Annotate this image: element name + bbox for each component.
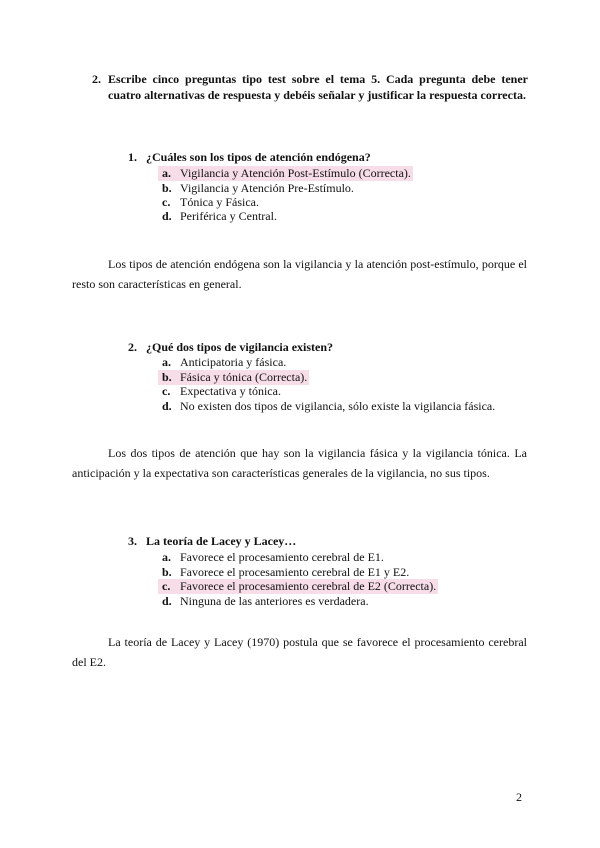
question-1-title: [128, 150, 371, 165]
question-number: 1.: [128, 150, 137, 164]
task-text: Escribe cinco preguntas tipo test sobre el tema 5. Cada pregunta debe tener cuatro alternativas de respuesta y debéis señalar y justificar la respuesta correcta.: [108, 72, 528, 102]
question-2-option-c: c. Expectativa y tónica.: [162, 384, 281, 398]
question-2-option-a: a. Anticipatoria y fásica.: [162, 355, 287, 369]
question-text: ¿Qué dos tipos de vigilancia existen?: [146, 340, 334, 354]
task-number: 2.: [92, 72, 101, 86]
question-3-explanation: La teoría de Lacey y Lacey (1970) postula que se favorece el procesamiento cerebral del E2.: [72, 635, 527, 669]
question-number: 2.: [128, 340, 137, 354]
question-3-title: [128, 534, 296, 549]
question-1-explanation: Los tipos de atención endógena son la vigilancia y la atención post-estímulo, porque el resto son características en general.: [72, 257, 527, 291]
question-2-option-b-correct: b. Fásica y tónica (Correcta).: [158, 370, 309, 385]
page-number: 2: [516, 790, 522, 804]
question-number: 3.: [128, 534, 137, 548]
question-1-option-d: d. Periférica y Central.: [162, 209, 277, 223]
task-statement: [92, 72, 528, 103]
question-3-option-b: b. Favorece el procesamiento cerebral de E1 y E2.: [162, 565, 410, 579]
question-1-option-a-correct: a. Vigilancia y Atención Post-Estímulo (Correcta).: [158, 166, 413, 181]
question-3-option-c-correct: c. Favorece el procesamiento cerebral de E2 (Correcta).: [158, 579, 438, 594]
question-3-option-d: d. Ninguna de las anteriores es verdadera.: [162, 594, 369, 608]
question-1-option-c: c. Tónica y Fásica.: [162, 195, 259, 209]
question-2-explanation: Los dos tipos de atención que hay son la vigilancia fásica y la vigilancia tónica. La anticipación y la expectativa son características generales de la vigilancia, no sus tipos.: [72, 446, 527, 480]
question-3-option-a: a. Favorece el procesamiento cerebral de E1.: [162, 550, 384, 564]
question-2-option-d: d. No existen dos tipos de vigilancia, sólo existe la vigilancia fásica.: [162, 399, 496, 413]
question-text: La teoría de Lacey y Lacey…: [146, 534, 297, 548]
question-text: ¿Cuáles son los tipos de atención endógena?: [146, 150, 371, 164]
question-1-option-b: b. Vigilancia y Atención Pre-Estímulo.: [162, 181, 354, 195]
question-2-title: [128, 340, 333, 355]
